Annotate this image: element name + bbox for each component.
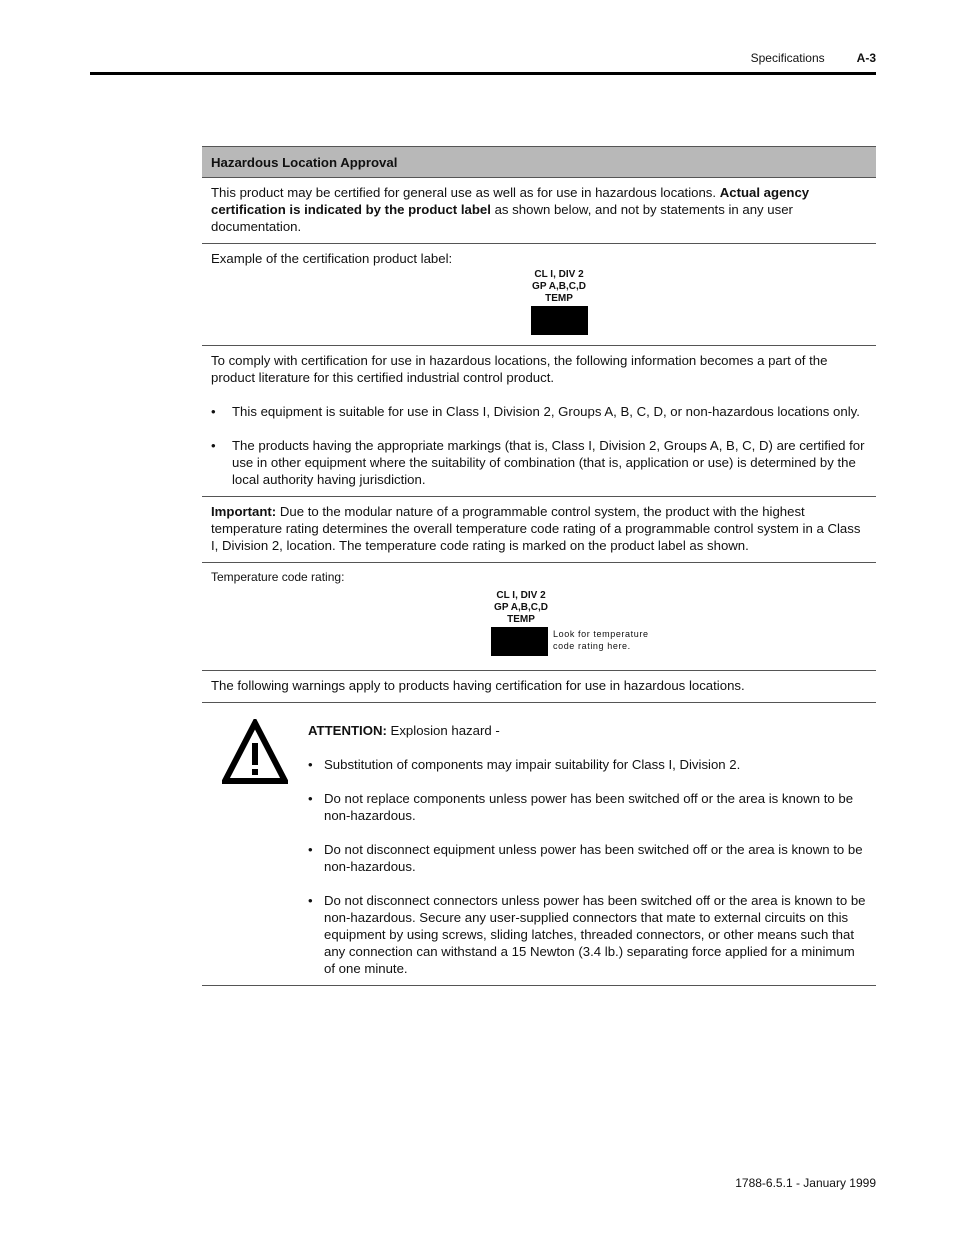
important-paragraph (211, 503, 867, 554)
attention-bullets (308, 756, 866, 977)
label-line-2: GP A,B,C,D (532, 281, 586, 292)
temp-note-line-2: code rating here. (553, 641, 631, 651)
list-item: • Do not replace components unless power has been switched off or the area is known to be non-hazardous. (308, 790, 866, 824)
temp-note (553, 628, 649, 652)
header-rule (90, 72, 876, 75)
list-item: • This equipment is suitable for use in Class I, Division 2, Groups A, B, C, D, or non-hazardous locations only. (211, 403, 867, 420)
attention-row (202, 703, 876, 986)
comply-bullets (211, 403, 867, 488)
temp-code-row (202, 563, 876, 671)
intro-bold: Actual agency certification is indicated by the product label (211, 185, 810, 217)
header-section: Specifications (750, 51, 825, 65)
comply-text: To comply with certification for use in hazardous locations, the following information becomes a part of the product literature for this certified industrial control product. (211, 353, 828, 385)
table-title: Hazardous Location Approval (202, 146, 876, 178)
intro-text: This product may be certified for general use as well as for use in hazardous locations. (211, 185, 717, 200)
intro-text-2: as shown below, and not by statements in any user documentation. (211, 202, 793, 234)
attention-text (308, 709, 876, 977)
list-item: • The products having the appropriate markings (that is, Class I, Division 2, Groups A, B, C, D) are certified for use in other equipment where the suitability of combination (that is, application or use) is determined by the local authority having jurisdiction. (211, 437, 867, 488)
label-line-3: TEMP (507, 614, 535, 625)
temp-note-line-1: Look for temperature (553, 629, 649, 639)
warning-triangle-icon (202, 709, 308, 977)
label-line-1: CL I, DIV 2 (496, 590, 546, 601)
important-text: Due to the modular nature of a programmable control system, the product with the highest temperature rating determines the overall temperature code rating of a programmable control system in a Class I, Division 2, location. The temperature code rating is marked on the product label as shown. (211, 504, 861, 553)
page-footer: 1788-6.5.1 - January 1999 (735, 1176, 876, 1190)
list-item: • Do not disconnect equipment unless power has been switched off or the area is known to be non-hazardous. (308, 841, 866, 875)
attention-bold: ATTENTION: (308, 723, 387, 739)
important-row (202, 497, 876, 563)
label-line-1: CL I, DIV 2 (534, 269, 584, 280)
certification-label (529, 269, 589, 335)
temp-box-wrap (491, 626, 867, 656)
temp-label (491, 590, 551, 626)
example-label-row (202, 244, 876, 346)
comply-row (202, 346, 876, 497)
label-line-3: TEMP (545, 293, 573, 304)
example-caption: Example of the certification product label: (211, 251, 453, 266)
label-line-2: GP A,B,C,D (494, 602, 548, 613)
important-bold: Important: (211, 504, 277, 519)
label-black-box (531, 306, 588, 335)
temp-code-caption: Temperature code rating: (211, 570, 345, 584)
temp-black-box (491, 627, 548, 656)
warning-triangle-svg (222, 719, 288, 785)
list-item: • Do not disconnect connectors unless power has been switched off or the area is known to be non-hazardous. Secure any user-supplied connectors that mate to external circuits on this equipment by using screws, sliding latches, threaded connectors, or other means such that any connection can withstand a 15 Newton (3.4 lb.) separating force applied for a minimum of one minute. (308, 892, 866, 977)
warnings-intro: The following warnings apply to products having certification for use in hazardous locations. (211, 678, 745, 693)
warnings-intro-row (202, 671, 876, 703)
intro-row (202, 178, 876, 244)
attention-heading (308, 722, 866, 739)
list-item: • Substitution of components may impair suitability for Class I, Division 2. (308, 756, 866, 773)
page-header (0, 50, 876, 66)
attention-heading-text: Explosion hazard - (390, 723, 500, 739)
hazardous-location-table (202, 146, 876, 986)
header-page-number: A-3 (856, 51, 876, 65)
intro-paragraph (211, 184, 867, 235)
